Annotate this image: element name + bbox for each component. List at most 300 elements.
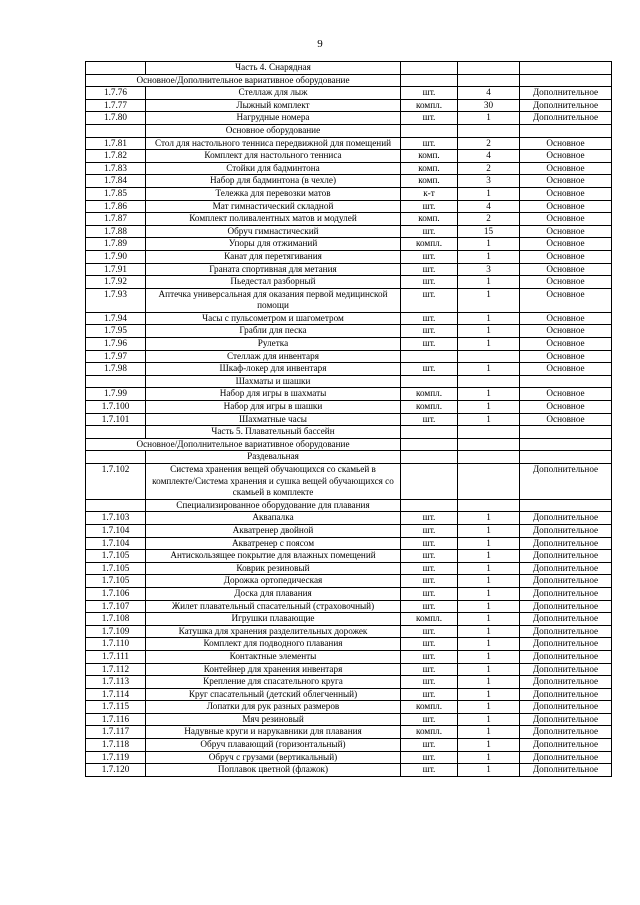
- category-cell: Дополнительное: [520, 638, 612, 651]
- item-number-cell: 1.7.96: [86, 338, 146, 351]
- category-cell: Дополнительное: [520, 613, 612, 626]
- unit-cell: шт.: [401, 713, 458, 726]
- unit-cell: шт.: [401, 663, 458, 676]
- section-row: [86, 426, 612, 439]
- item-number-cell: 1.7.107: [86, 600, 146, 613]
- item-number-cell: [86, 62, 146, 75]
- item-name-cell: Надувные круги и нарукавники для плавания: [146, 726, 401, 739]
- table-row: [86, 99, 612, 112]
- item-number-cell: 1.7.115: [86, 701, 146, 714]
- category-cell: Основное: [520, 137, 612, 150]
- category-cell: Дополнительное: [520, 464, 612, 500]
- item-number-cell: 1.7.76: [86, 87, 146, 100]
- item-name-cell: Часы с пульсометром и шагометром: [146, 312, 401, 325]
- category-cell: [520, 74, 612, 87]
- table-row: [86, 575, 612, 588]
- table-row: [86, 87, 612, 100]
- table-row: [86, 562, 612, 575]
- unit-cell: шт.: [401, 112, 458, 125]
- table-row: [86, 288, 612, 312]
- quantity-cell: 1: [458, 276, 520, 289]
- item-name-cell: Акватренер двойной: [146, 524, 401, 537]
- table-row: [86, 175, 612, 188]
- table-row: [86, 512, 612, 525]
- category-cell: Основное: [520, 276, 612, 289]
- category-cell: Основное: [520, 238, 612, 251]
- unit-cell: [401, 451, 458, 464]
- section-row: [86, 438, 612, 451]
- item-name-cell: Жилет плавательный спасательный (страховочный): [146, 600, 401, 613]
- item-name-cell: Упоры для отжиманий: [146, 238, 401, 251]
- unit-cell: шт.: [401, 325, 458, 338]
- table-row: [86, 524, 612, 537]
- table-row: [86, 764, 612, 777]
- section-title: Основное оборудование: [146, 124, 401, 137]
- item-number-cell: 1.7.98: [86, 363, 146, 376]
- item-number-cell: 1.7.102: [86, 464, 146, 500]
- category-cell: Дополнительное: [520, 751, 612, 764]
- item-name-cell: Поплавок цветной (флажок): [146, 764, 401, 777]
- unit-cell: шт.: [401, 276, 458, 289]
- quantity-cell: 1: [458, 338, 520, 351]
- unit-cell: шт.: [401, 225, 458, 238]
- category-cell: [520, 375, 612, 388]
- category-cell: Основное: [520, 187, 612, 200]
- table-row: [86, 363, 612, 376]
- item-name-cell: Стол для настольного тенниса передвижной для помещений: [146, 137, 401, 150]
- unit-cell: шт.: [401, 250, 458, 263]
- item-number-cell: 1.7.85: [86, 187, 146, 200]
- table-row: [86, 200, 612, 213]
- unit-cell: комп.: [401, 175, 458, 188]
- quantity-cell: 2: [458, 213, 520, 226]
- unit-cell: шт.: [401, 575, 458, 588]
- table-row: [86, 162, 612, 175]
- quantity-cell: 1: [458, 550, 520, 563]
- section-row: [86, 74, 612, 87]
- item-number-cell: 1.7.105: [86, 575, 146, 588]
- item-number-cell: 1.7.104: [86, 524, 146, 537]
- unit-cell: компл.: [401, 99, 458, 112]
- unit-cell: компл.: [401, 726, 458, 739]
- quantity-cell: 1: [458, 751, 520, 764]
- item-name-cell: Контактные элементы: [146, 650, 401, 663]
- item-name-cell: Коврик резиновый: [146, 562, 401, 575]
- quantity-cell: 1: [458, 537, 520, 550]
- unit-cell: шт.: [401, 600, 458, 613]
- quantity-cell: 1: [458, 187, 520, 200]
- table-row: [86, 137, 612, 150]
- category-cell: Основное: [520, 413, 612, 426]
- table-row: [86, 613, 612, 626]
- item-name-cell: Круг спасательный (детский облегченный): [146, 688, 401, 701]
- item-number-cell: 1.7.110: [86, 638, 146, 651]
- item-name-cell: Комплект поливалентных матов и модулей: [146, 213, 401, 226]
- quantity-cell: 1: [458, 600, 520, 613]
- unit-cell: шт.: [401, 739, 458, 752]
- item-number-cell: 1.7.118: [86, 739, 146, 752]
- section-title: Часть 4. Снарядная: [146, 62, 401, 75]
- item-name-cell: Лыжный комплект: [146, 99, 401, 112]
- item-number-cell: 1.7.103: [86, 512, 146, 525]
- unit-cell: [401, 375, 458, 388]
- item-name-cell: Система хранения вещей обучающихся со скамьей в комплекте/Система хранения и сушка вещей обучающихся со скамьей в комплекте: [146, 464, 401, 500]
- unit-cell: комп.: [401, 162, 458, 175]
- category-cell: Дополнительное: [520, 575, 612, 588]
- item-name-cell: Крепление для спасательного круга: [146, 676, 401, 689]
- item-number-cell: 1.7.86: [86, 200, 146, 213]
- item-name-cell: Обруч плавающий (горизонтальный): [146, 739, 401, 752]
- item-number-cell: 1.7.117: [86, 726, 146, 739]
- item-number-cell: 1.7.113: [86, 676, 146, 689]
- item-number-cell: 1.7.114: [86, 688, 146, 701]
- unit-cell: шт.: [401, 363, 458, 376]
- quantity-cell: [458, 74, 520, 87]
- item-number-cell: 1.7.92: [86, 276, 146, 289]
- item-name-cell: Стеллаж для инвентаря: [146, 350, 401, 363]
- table-row: [86, 663, 612, 676]
- category-cell: Дополнительное: [520, 701, 612, 714]
- category-cell: Дополнительное: [520, 726, 612, 739]
- item-name-cell: Тележка для перевозки матов: [146, 187, 401, 200]
- item-name-cell: Граната спортивная для метания: [146, 263, 401, 276]
- unit-cell: комп.: [401, 150, 458, 163]
- item-number-cell: [86, 124, 146, 137]
- quantity-cell: 1: [458, 650, 520, 663]
- category-cell: Основное: [520, 338, 612, 351]
- category-cell: Основное: [520, 213, 612, 226]
- category-cell: Основное: [520, 388, 612, 401]
- item-number-cell: 1.7.84: [86, 175, 146, 188]
- unit-cell: [401, 438, 458, 451]
- unit-cell: комп.: [401, 213, 458, 226]
- quantity-cell: 4: [458, 200, 520, 213]
- item-name-cell: Антискользящее покрытие для влажных помещений: [146, 550, 401, 563]
- unit-cell: компл.: [401, 238, 458, 251]
- quantity-cell: 1: [458, 363, 520, 376]
- quantity-cell: [458, 499, 520, 512]
- quantity-cell: [458, 62, 520, 75]
- category-cell: Основное: [520, 263, 612, 276]
- category-cell: Основное: [520, 162, 612, 175]
- item-number-cell: 1.7.87: [86, 213, 146, 226]
- item-number-cell: 1.7.89: [86, 238, 146, 251]
- item-number-cell: [86, 375, 146, 388]
- quantity-cell: 3: [458, 175, 520, 188]
- quantity-cell: 1: [458, 575, 520, 588]
- category-cell: Дополнительное: [520, 112, 612, 125]
- item-number-cell: 1.7.88: [86, 225, 146, 238]
- quantity-cell: 1: [458, 739, 520, 752]
- category-cell: Дополнительное: [520, 688, 612, 701]
- category-cell: Дополнительное: [520, 537, 612, 550]
- quantity-cell: 1: [458, 112, 520, 125]
- unit-cell: шт.: [401, 638, 458, 651]
- quantity-cell: 1: [458, 713, 520, 726]
- page-number: 9: [317, 38, 323, 50]
- table-row: [86, 325, 612, 338]
- item-number-cell: 1.7.112: [86, 663, 146, 676]
- table-row: [86, 276, 612, 289]
- unit-cell: шт.: [401, 263, 458, 276]
- item-name-cell: Канат для перетягивания: [146, 250, 401, 263]
- item-name-cell: Мат гимнастический складной: [146, 200, 401, 213]
- section-row: [86, 451, 612, 464]
- quantity-cell: 1: [458, 288, 520, 312]
- category-cell: [520, 426, 612, 439]
- category-cell: Основное: [520, 150, 612, 163]
- unit-cell: компл.: [401, 701, 458, 714]
- unit-cell: компл.: [401, 613, 458, 626]
- item-name-cell: Аквапалка: [146, 512, 401, 525]
- table-row: [86, 401, 612, 414]
- category-cell: Основное: [520, 325, 612, 338]
- section-title: Специализированное оборудование для плавания: [146, 499, 401, 512]
- unit-cell: шт.: [401, 562, 458, 575]
- unit-cell: шт.: [401, 688, 458, 701]
- item-name-cell: Стойки для бадминтона: [146, 162, 401, 175]
- item-number-cell: [86, 499, 146, 512]
- table-row: [86, 701, 612, 714]
- item-name-cell: Лопатки для рук разных размеров: [146, 701, 401, 714]
- item-number-cell: 1.7.90: [86, 250, 146, 263]
- item-name-cell: Шахматные часы: [146, 413, 401, 426]
- quantity-cell: 2: [458, 162, 520, 175]
- quantity-cell: 1: [458, 663, 520, 676]
- equipment-table-body: [86, 62, 612, 777]
- item-number-cell: 1.7.101: [86, 413, 146, 426]
- item-number-cell: 1.7.109: [86, 625, 146, 638]
- quantity-cell: [458, 124, 520, 137]
- category-cell: Дополнительное: [520, 713, 612, 726]
- item-number-cell: 1.7.116: [86, 713, 146, 726]
- table-row: [86, 150, 612, 163]
- item-number-cell: 1.7.120: [86, 764, 146, 777]
- item-name-cell: Шкаф-локер для инвентаря: [146, 363, 401, 376]
- unit-cell: шт.: [401, 288, 458, 312]
- item-name-cell: Грабли для песка: [146, 325, 401, 338]
- category-cell: Основное: [520, 225, 612, 238]
- unit-cell: шт.: [401, 512, 458, 525]
- quantity-cell: 1: [458, 401, 520, 414]
- quantity-cell: 1: [458, 413, 520, 426]
- unit-cell: шт.: [401, 650, 458, 663]
- section-title: Раздевальная: [146, 451, 401, 464]
- unit-cell: шт.: [401, 537, 458, 550]
- quantity-cell: 2: [458, 137, 520, 150]
- category-cell: [520, 62, 612, 75]
- quantity-cell: 15: [458, 225, 520, 238]
- item-name-cell: Контейнер для хранения инвентаря: [146, 663, 401, 676]
- table-row: [86, 263, 612, 276]
- quantity-cell: 1: [458, 688, 520, 701]
- item-number-cell: [86, 426, 146, 439]
- table-row: [86, 250, 612, 263]
- item-number-cell: 1.7.95: [86, 325, 146, 338]
- category-cell: Дополнительное: [520, 650, 612, 663]
- table-row: [86, 650, 612, 663]
- quantity-cell: [458, 350, 520, 363]
- item-number-cell: 1.7.94: [86, 312, 146, 325]
- unit-cell: шт.: [401, 413, 458, 426]
- unit-cell: шт.: [401, 587, 458, 600]
- table-row: [86, 464, 612, 500]
- section-title: Шахматы и шашки: [146, 375, 401, 388]
- table-row: [86, 225, 612, 238]
- category-cell: Дополнительное: [520, 99, 612, 112]
- section-row: [86, 124, 612, 137]
- item-name-cell: Катушка для хранения разделительных дорожек: [146, 625, 401, 638]
- unit-cell: [401, 350, 458, 363]
- unit-cell: шт.: [401, 676, 458, 689]
- quantity-cell: [458, 464, 520, 500]
- table-row: [86, 587, 612, 600]
- table-row: [86, 213, 612, 226]
- item-name-cell: Акватренер с поясом: [146, 537, 401, 550]
- table-row: [86, 238, 612, 251]
- quantity-cell: 1: [458, 625, 520, 638]
- table-row: [86, 739, 612, 752]
- quantity-cell: 1: [458, 388, 520, 401]
- quantity-cell: 1: [458, 676, 520, 689]
- category-cell: Дополнительное: [520, 764, 612, 777]
- item-name-cell: Обруч гимнастический: [146, 225, 401, 238]
- category-cell: [520, 438, 612, 451]
- table-row: [86, 625, 612, 638]
- table-row: [86, 713, 612, 726]
- table-row: [86, 751, 612, 764]
- unit-cell: [401, 74, 458, 87]
- unit-cell: шт.: [401, 751, 458, 764]
- table-row: [86, 413, 612, 426]
- item-number-cell: 1.7.119: [86, 751, 146, 764]
- quantity-cell: 4: [458, 87, 520, 100]
- quantity-cell: 1: [458, 764, 520, 777]
- category-cell: Основное: [520, 288, 612, 312]
- quantity-cell: 1: [458, 701, 520, 714]
- unit-cell: шт.: [401, 550, 458, 563]
- quantity-cell: [458, 451, 520, 464]
- unit-cell: шт.: [401, 137, 458, 150]
- table-row: [86, 600, 612, 613]
- category-cell: [520, 451, 612, 464]
- item-name-cell: Игрушки плавающие: [146, 613, 401, 626]
- category-cell: Дополнительное: [520, 87, 612, 100]
- table-row: [86, 338, 612, 351]
- item-name-cell: Стеллаж для лыж: [146, 87, 401, 100]
- category-cell: Дополнительное: [520, 663, 612, 676]
- unit-cell: шт.: [401, 764, 458, 777]
- item-number-cell: 1.7.106: [86, 587, 146, 600]
- item-name-cell: Доска для плавания: [146, 587, 401, 600]
- unit-cell: [401, 124, 458, 137]
- table-row: [86, 638, 612, 651]
- quantity-cell: 4: [458, 150, 520, 163]
- item-number-cell: 1.7.93: [86, 288, 146, 312]
- item-name-cell: Комплект для настольного тенниса: [146, 150, 401, 163]
- equipment-table: [85, 61, 612, 777]
- item-number-cell: 1.7.105: [86, 550, 146, 563]
- table-row: [86, 726, 612, 739]
- item-name-cell: Дорожка ортопедическая: [146, 575, 401, 588]
- section-row: [86, 375, 612, 388]
- category-cell: [520, 499, 612, 512]
- section-title: Основное/Дополнительное вариативное оборудование: [86, 438, 401, 451]
- item-name-cell: Набор для игры в шашки: [146, 401, 401, 414]
- category-cell: [520, 124, 612, 137]
- item-number-cell: 1.7.97: [86, 350, 146, 363]
- item-name-cell: Аптечка универсальная для оказания первой медицинской помощи: [146, 288, 401, 312]
- item-name-cell: Набор для игры в шахматы: [146, 388, 401, 401]
- unit-cell: шт.: [401, 338, 458, 351]
- unit-cell: компл.: [401, 401, 458, 414]
- item-number-cell: 1.7.99: [86, 388, 146, 401]
- unit-cell: [401, 499, 458, 512]
- category-cell: Дополнительное: [520, 524, 612, 537]
- category-cell: Дополнительное: [520, 562, 612, 575]
- category-cell: Основное: [520, 312, 612, 325]
- quantity-cell: 30: [458, 99, 520, 112]
- unit-cell: к-т: [401, 187, 458, 200]
- category-cell: Основное: [520, 175, 612, 188]
- category-cell: Дополнительное: [520, 550, 612, 563]
- item-number-cell: 1.7.77: [86, 99, 146, 112]
- item-name-cell: Мяч резиновый: [146, 713, 401, 726]
- section-title: Основное/Дополнительное вариативное оборудование: [86, 74, 401, 87]
- quantity-cell: 1: [458, 613, 520, 626]
- item-name-cell: Обруч с грузами (вертикальный): [146, 751, 401, 764]
- quantity-cell: 1: [458, 638, 520, 651]
- category-cell: Основное: [520, 350, 612, 363]
- item-name-cell: Комплект для подводного плавания: [146, 638, 401, 651]
- unit-cell: шт.: [401, 524, 458, 537]
- section-row: [86, 499, 612, 512]
- quantity-cell: 1: [458, 587, 520, 600]
- item-number-cell: 1.7.82: [86, 150, 146, 163]
- unit-cell: шт.: [401, 312, 458, 325]
- item-number-cell: 1.7.91: [86, 263, 146, 276]
- unit-cell: шт.: [401, 625, 458, 638]
- item-number-cell: 1.7.105: [86, 562, 146, 575]
- quantity-cell: [458, 426, 520, 439]
- quantity-cell: 1: [458, 325, 520, 338]
- category-cell: Основное: [520, 401, 612, 414]
- table-row: [86, 312, 612, 325]
- section-row: [86, 62, 612, 75]
- quantity-cell: 3: [458, 263, 520, 276]
- unit-cell: компл.: [401, 388, 458, 401]
- table-row: [86, 550, 612, 563]
- category-cell: Дополнительное: [520, 739, 612, 752]
- category-cell: Основное: [520, 363, 612, 376]
- quantity-cell: 1: [458, 524, 520, 537]
- category-cell: Основное: [520, 200, 612, 213]
- table-row: [86, 112, 612, 125]
- table-row: [86, 350, 612, 363]
- table-row: [86, 676, 612, 689]
- item-number-cell: 1.7.108: [86, 613, 146, 626]
- quantity-cell: 1: [458, 312, 520, 325]
- item-number-cell: 1.7.100: [86, 401, 146, 414]
- quantity-cell: 1: [458, 726, 520, 739]
- category-cell: Дополнительное: [520, 676, 612, 689]
- item-number-cell: 1.7.80: [86, 112, 146, 125]
- item-name-cell: Пьедестал разборный: [146, 276, 401, 289]
- item-number-cell: 1.7.104: [86, 537, 146, 550]
- section-title: Часть 5. Плавательный бассейн: [146, 426, 401, 439]
- unit-cell: шт.: [401, 200, 458, 213]
- category-cell: Дополнительное: [520, 600, 612, 613]
